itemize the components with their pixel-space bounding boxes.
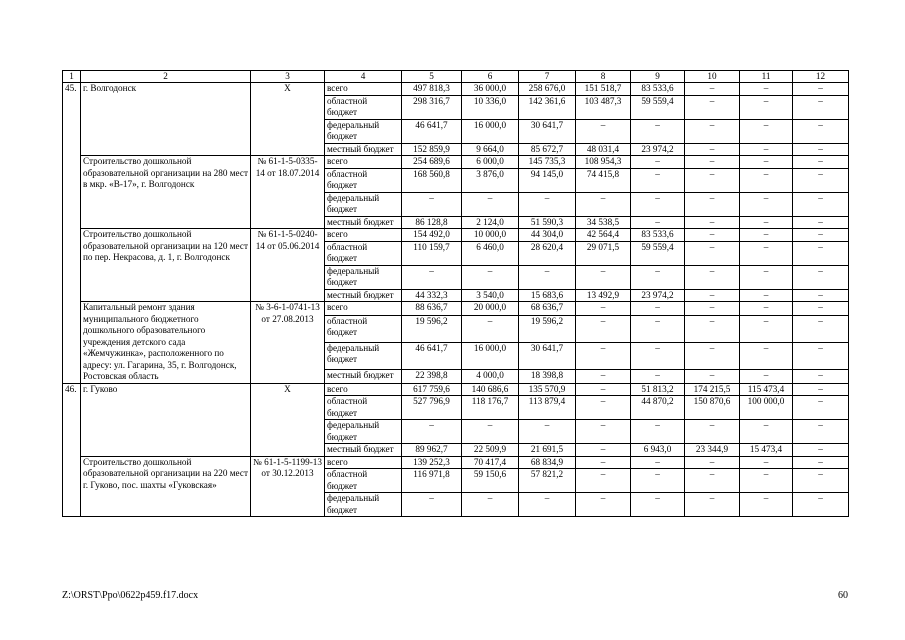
- value-cell: –: [740, 192, 793, 216]
- funding-source: областной бюджет: [325, 315, 402, 342]
- value-cell: 15 473,4: [740, 444, 793, 457]
- value-cell: 103 487,3: [576, 95, 631, 119]
- funding-source: областной бюджет: [325, 469, 402, 493]
- value-cell: 51 590,3: [519, 216, 576, 229]
- value-cell: 85 672,7: [519, 143, 576, 156]
- value-cell: 34 538,5: [576, 216, 631, 229]
- value-cell: –: [793, 420, 849, 444]
- value-cell: 22 509,9: [462, 444, 519, 457]
- value-cell: –: [793, 383, 849, 396]
- value-cell: 44 332,3: [402, 289, 462, 302]
- value-cell: –: [793, 302, 849, 316]
- value-cell: 30 641,7: [519, 119, 576, 143]
- value-cell: –: [740, 420, 793, 444]
- value-cell: –: [793, 83, 849, 96]
- column-header: 6: [462, 71, 519, 83]
- value-cell: –: [685, 456, 740, 469]
- value-cell: 28 620,4: [519, 241, 576, 265]
- value-cell: –: [793, 444, 849, 457]
- funding-source: федеральный бюджет: [325, 493, 402, 517]
- funding-source: федеральный бюджет: [325, 420, 402, 444]
- value-cell: 298 316,7: [402, 95, 462, 119]
- column-header: 10: [685, 71, 740, 83]
- value-cell: –: [685, 168, 740, 192]
- value-cell: –: [631, 216, 685, 229]
- value-cell: 116 971,8: [402, 469, 462, 493]
- value-cell: –: [793, 156, 849, 169]
- value-cell: –: [685, 156, 740, 169]
- value-cell: –: [685, 143, 740, 156]
- value-cell: –: [793, 143, 849, 156]
- value-cell: –: [740, 493, 793, 517]
- value-cell: 23 974,2: [631, 143, 685, 156]
- funding-source: всего: [325, 229, 402, 242]
- value-cell: 115 473,4: [740, 383, 793, 396]
- value-cell: 23 344,9: [685, 444, 740, 457]
- value-cell: –: [576, 192, 631, 216]
- value-cell: 83 533,6: [631, 229, 685, 242]
- value-cell: –: [793, 192, 849, 216]
- value-cell: –: [793, 168, 849, 192]
- value-cell: –: [685, 265, 740, 289]
- value-cell: –: [793, 369, 849, 383]
- funding-source: местный бюджет: [325, 216, 402, 229]
- column-header: 11: [740, 71, 793, 83]
- value-cell: –: [402, 192, 462, 216]
- value-cell: –: [740, 95, 793, 119]
- value-cell: –: [402, 420, 462, 444]
- document-ref: № 3-6-1-0741-13 от 27.08.2013: [251, 302, 325, 384]
- value-cell: 16 000,0: [462, 342, 519, 369]
- value-cell: –: [740, 216, 793, 229]
- document-ref: Х: [251, 83, 325, 156]
- value-cell: –: [740, 289, 793, 302]
- funding-source: федеральный бюджет: [325, 119, 402, 143]
- funding-source: областной бюджет: [325, 168, 402, 192]
- value-cell: 2 124,0: [462, 216, 519, 229]
- funding-source: местный бюджет: [325, 369, 402, 383]
- value-cell: –: [631, 265, 685, 289]
- value-cell: –: [576, 265, 631, 289]
- value-cell: 74 415,8: [576, 168, 631, 192]
- funding-source: всего: [325, 383, 402, 396]
- value-cell: 68 636,7: [519, 302, 576, 316]
- value-cell: –: [685, 420, 740, 444]
- value-cell: –: [685, 493, 740, 517]
- group-number: 45.: [63, 83, 81, 384]
- funding-source: всего: [325, 83, 402, 96]
- value-cell: 89 962,7: [402, 444, 462, 457]
- value-cell: 19 596,2: [519, 315, 576, 342]
- document-path: Z:\ORST\Ppo\0622p459.f17.docx: [62, 590, 199, 601]
- value-cell: –: [793, 456, 849, 469]
- funding-source: местный бюджет: [325, 143, 402, 156]
- funding-source: федеральный бюджет: [325, 192, 402, 216]
- column-header: 5: [402, 71, 462, 83]
- value-cell: –: [740, 229, 793, 242]
- value-cell: –: [685, 342, 740, 369]
- value-cell: –: [631, 315, 685, 342]
- value-cell: 36 000,0: [462, 83, 519, 96]
- value-cell: –: [462, 265, 519, 289]
- budget-table: [62, 70, 849, 517]
- value-cell: 51 813,2: [631, 383, 685, 396]
- value-cell: –: [793, 119, 849, 143]
- value-cell: –: [462, 192, 519, 216]
- value-cell: –: [685, 369, 740, 383]
- value-cell: 6 000,0: [462, 156, 519, 169]
- value-cell: 145 735,3: [519, 156, 576, 169]
- funding-source: всего: [325, 456, 402, 469]
- value-cell: 617 759,6: [402, 383, 462, 396]
- value-cell: 30 641,7: [519, 342, 576, 369]
- value-cell: –: [793, 493, 849, 517]
- value-cell: –: [462, 315, 519, 342]
- value-cell: –: [685, 302, 740, 316]
- value-cell: –: [685, 289, 740, 302]
- value-cell: 10 336,0: [462, 95, 519, 119]
- value-cell: –: [685, 315, 740, 342]
- value-cell: –: [685, 95, 740, 119]
- value-cell: –: [740, 302, 793, 316]
- value-cell: 21 691,5: [519, 444, 576, 457]
- value-cell: 29 071,5: [576, 241, 631, 265]
- value-cell: 6 943,0: [631, 444, 685, 457]
- value-cell: –: [631, 342, 685, 369]
- value-cell: –: [402, 265, 462, 289]
- value-cell: –: [576, 119, 631, 143]
- value-cell: 57 821,2: [519, 469, 576, 493]
- value-cell: –: [576, 396, 631, 420]
- value-cell: 83 533,6: [631, 83, 685, 96]
- object-name: Строительство дошкольной образовательной организации на 220 мест г. Гуково, пос. шахты «Гуковская»: [81, 456, 251, 517]
- column-header: 4: [325, 71, 402, 83]
- table-row: [63, 83, 849, 96]
- column-header: 8: [576, 71, 631, 83]
- column-header: 2: [81, 71, 251, 83]
- value-cell: –: [631, 456, 685, 469]
- value-cell: –: [740, 315, 793, 342]
- value-cell: –: [576, 302, 631, 316]
- funding-source: областной бюджет: [325, 241, 402, 265]
- document-ref: № 61-1-5-0335-14 от 18.07.2014: [251, 156, 325, 229]
- value-cell: 4 000,0: [462, 369, 519, 383]
- value-cell: –: [740, 456, 793, 469]
- value-cell: 46 641,7: [402, 119, 462, 143]
- value-cell: 497 818,3: [402, 83, 462, 96]
- funding-source: местный бюджет: [325, 444, 402, 457]
- value-cell: 59 150,6: [462, 469, 519, 493]
- value-cell: 59 559,4: [631, 241, 685, 265]
- value-cell: –: [685, 229, 740, 242]
- value-cell: 23 974,2: [631, 289, 685, 302]
- value-cell: 140 686,6: [462, 383, 519, 396]
- column-header: 3: [251, 71, 325, 83]
- value-cell: –: [685, 83, 740, 96]
- value-cell: 16 000,0: [462, 119, 519, 143]
- value-cell: 22 398,8: [402, 369, 462, 383]
- value-cell: –: [576, 420, 631, 444]
- value-cell: –: [576, 383, 631, 396]
- value-cell: –: [576, 315, 631, 342]
- value-cell: –: [740, 241, 793, 265]
- value-cell: 3 540,0: [462, 289, 519, 302]
- value-cell: –: [740, 83, 793, 96]
- value-cell: 154 492,0: [402, 229, 462, 242]
- value-cell: –: [685, 241, 740, 265]
- value-cell: –: [631, 369, 685, 383]
- value-cell: –: [793, 95, 849, 119]
- value-cell: –: [685, 469, 740, 493]
- funding-source: областной бюджет: [325, 396, 402, 420]
- value-cell: 3 876,0: [462, 168, 519, 192]
- value-cell: 151 518,7: [576, 83, 631, 96]
- value-cell: 100 000,0: [740, 396, 793, 420]
- value-cell: 18 398,8: [519, 369, 576, 383]
- value-cell: 59 559,4: [631, 95, 685, 119]
- value-cell: 68 834,9: [519, 456, 576, 469]
- value-cell: –: [740, 156, 793, 169]
- value-cell: –: [793, 396, 849, 420]
- object-name: Капитальный ремонт здания муниципального бюджетного дошкольного образовательного учреждения детского сада «Жемчужинка», расположенного по адресу: ул. Гагарина, 35, г. Волгодонск, Ростовская область: [81, 302, 251, 384]
- value-cell: –: [740, 369, 793, 383]
- value-cell: 150 870,6: [685, 396, 740, 420]
- value-cell: –: [519, 420, 576, 444]
- page-number: 60: [838, 590, 848, 601]
- value-cell: –: [793, 289, 849, 302]
- column-header: 7: [519, 71, 576, 83]
- value-cell: –: [793, 469, 849, 493]
- value-cell: –: [793, 342, 849, 369]
- value-cell: –: [576, 342, 631, 369]
- value-cell: –: [631, 420, 685, 444]
- value-cell: 13 492,9: [576, 289, 631, 302]
- column-header: 12: [793, 71, 849, 83]
- value-cell: 48 031,4: [576, 143, 631, 156]
- value-cell: –: [576, 493, 631, 517]
- value-cell: –: [685, 119, 740, 143]
- value-cell: 88 636,7: [402, 302, 462, 316]
- value-cell: 42 564,4: [576, 229, 631, 242]
- value-cell: 44 870,2: [631, 396, 685, 420]
- table-row: [63, 383, 849, 396]
- object-name: Строительство дошкольной образовательной организации на 120 мест по пер. Некрасова, д. 1, г. Волгодонск: [81, 229, 251, 302]
- value-cell: 108 954,3: [576, 156, 631, 169]
- value-cell: 152 859,9: [402, 143, 462, 156]
- value-cell: 118 176,7: [462, 396, 519, 420]
- value-cell: –: [740, 265, 793, 289]
- value-cell: –: [576, 369, 631, 383]
- value-cell: 94 145,0: [519, 168, 576, 192]
- value-cell: –: [462, 493, 519, 517]
- value-cell: –: [793, 315, 849, 342]
- value-cell: –: [793, 265, 849, 289]
- value-cell: –: [519, 493, 576, 517]
- value-cell: 142 361,6: [519, 95, 576, 119]
- document-ref: Х: [251, 383, 325, 456]
- value-cell: 86 128,8: [402, 216, 462, 229]
- funding-source: федеральный бюджет: [325, 265, 402, 289]
- funding-source: областной бюджет: [325, 95, 402, 119]
- document-ref: № 61-1-5-0240-14 от 05.06.2014: [251, 229, 325, 302]
- table-header-row: [63, 71, 849, 83]
- value-cell: –: [631, 119, 685, 143]
- value-cell: –: [631, 493, 685, 517]
- value-cell: –: [631, 302, 685, 316]
- value-cell: –: [685, 192, 740, 216]
- value-cell: 44 304,0: [519, 229, 576, 242]
- column-header: 9: [631, 71, 685, 83]
- funding-source: местный бюджет: [325, 289, 402, 302]
- value-cell: 70 417,4: [462, 456, 519, 469]
- value-cell: –: [576, 444, 631, 457]
- table-row: [63, 456, 849, 469]
- value-cell: –: [402, 493, 462, 517]
- value-cell: 110 159,7: [402, 241, 462, 265]
- value-cell: –: [519, 192, 576, 216]
- table-row: [63, 156, 849, 169]
- group-number: 46.: [63, 383, 81, 517]
- value-cell: 254 689,6: [402, 156, 462, 169]
- value-cell: –: [519, 265, 576, 289]
- value-cell: 527 796,9: [402, 396, 462, 420]
- value-cell: 168 560,8: [402, 168, 462, 192]
- value-cell: –: [576, 456, 631, 469]
- value-cell: 174 215,5: [685, 383, 740, 396]
- funding-source: федеральный бюджет: [325, 342, 402, 369]
- value-cell: –: [631, 192, 685, 216]
- value-cell: 19 596,2: [402, 315, 462, 342]
- table-row: [63, 229, 849, 242]
- funding-source: всего: [325, 302, 402, 316]
- value-cell: 15 683,6: [519, 289, 576, 302]
- table-row: [63, 302, 849, 316]
- column-header: 1: [63, 71, 81, 83]
- value-cell: 258 676,0: [519, 83, 576, 96]
- value-cell: –: [793, 216, 849, 229]
- object-name: г. Волгодонск: [81, 83, 251, 156]
- document-ref: № 61-1-5-1199-13 от 30.12.2013: [251, 456, 325, 517]
- value-cell: 139 252,3: [402, 456, 462, 469]
- value-cell: –: [740, 119, 793, 143]
- value-cell: –: [631, 469, 685, 493]
- value-cell: –: [576, 469, 631, 493]
- value-cell: –: [740, 469, 793, 493]
- value-cell: 9 664,0: [462, 143, 519, 156]
- object-name: Строительство дошкольной образовательной организации на 280 мест в мкр. «В-17», г. Волгодонск: [81, 156, 251, 229]
- value-cell: 135 570,9: [519, 383, 576, 396]
- value-cell: –: [740, 168, 793, 192]
- object-name: г. Гуково: [81, 383, 251, 456]
- funding-source: всего: [325, 156, 402, 169]
- value-cell: 20 000,0: [462, 302, 519, 316]
- value-cell: 10 000,0: [462, 229, 519, 242]
- value-cell: –: [793, 229, 849, 242]
- value-cell: –: [631, 156, 685, 169]
- value-cell: –: [631, 168, 685, 192]
- value-cell: 6 460,0: [462, 241, 519, 265]
- value-cell: 46 641,7: [402, 342, 462, 369]
- value-cell: –: [740, 342, 793, 369]
- value-cell: –: [685, 216, 740, 229]
- value-cell: 113 879,4: [519, 396, 576, 420]
- value-cell: –: [462, 420, 519, 444]
- value-cell: –: [793, 241, 849, 265]
- value-cell: –: [740, 143, 793, 156]
